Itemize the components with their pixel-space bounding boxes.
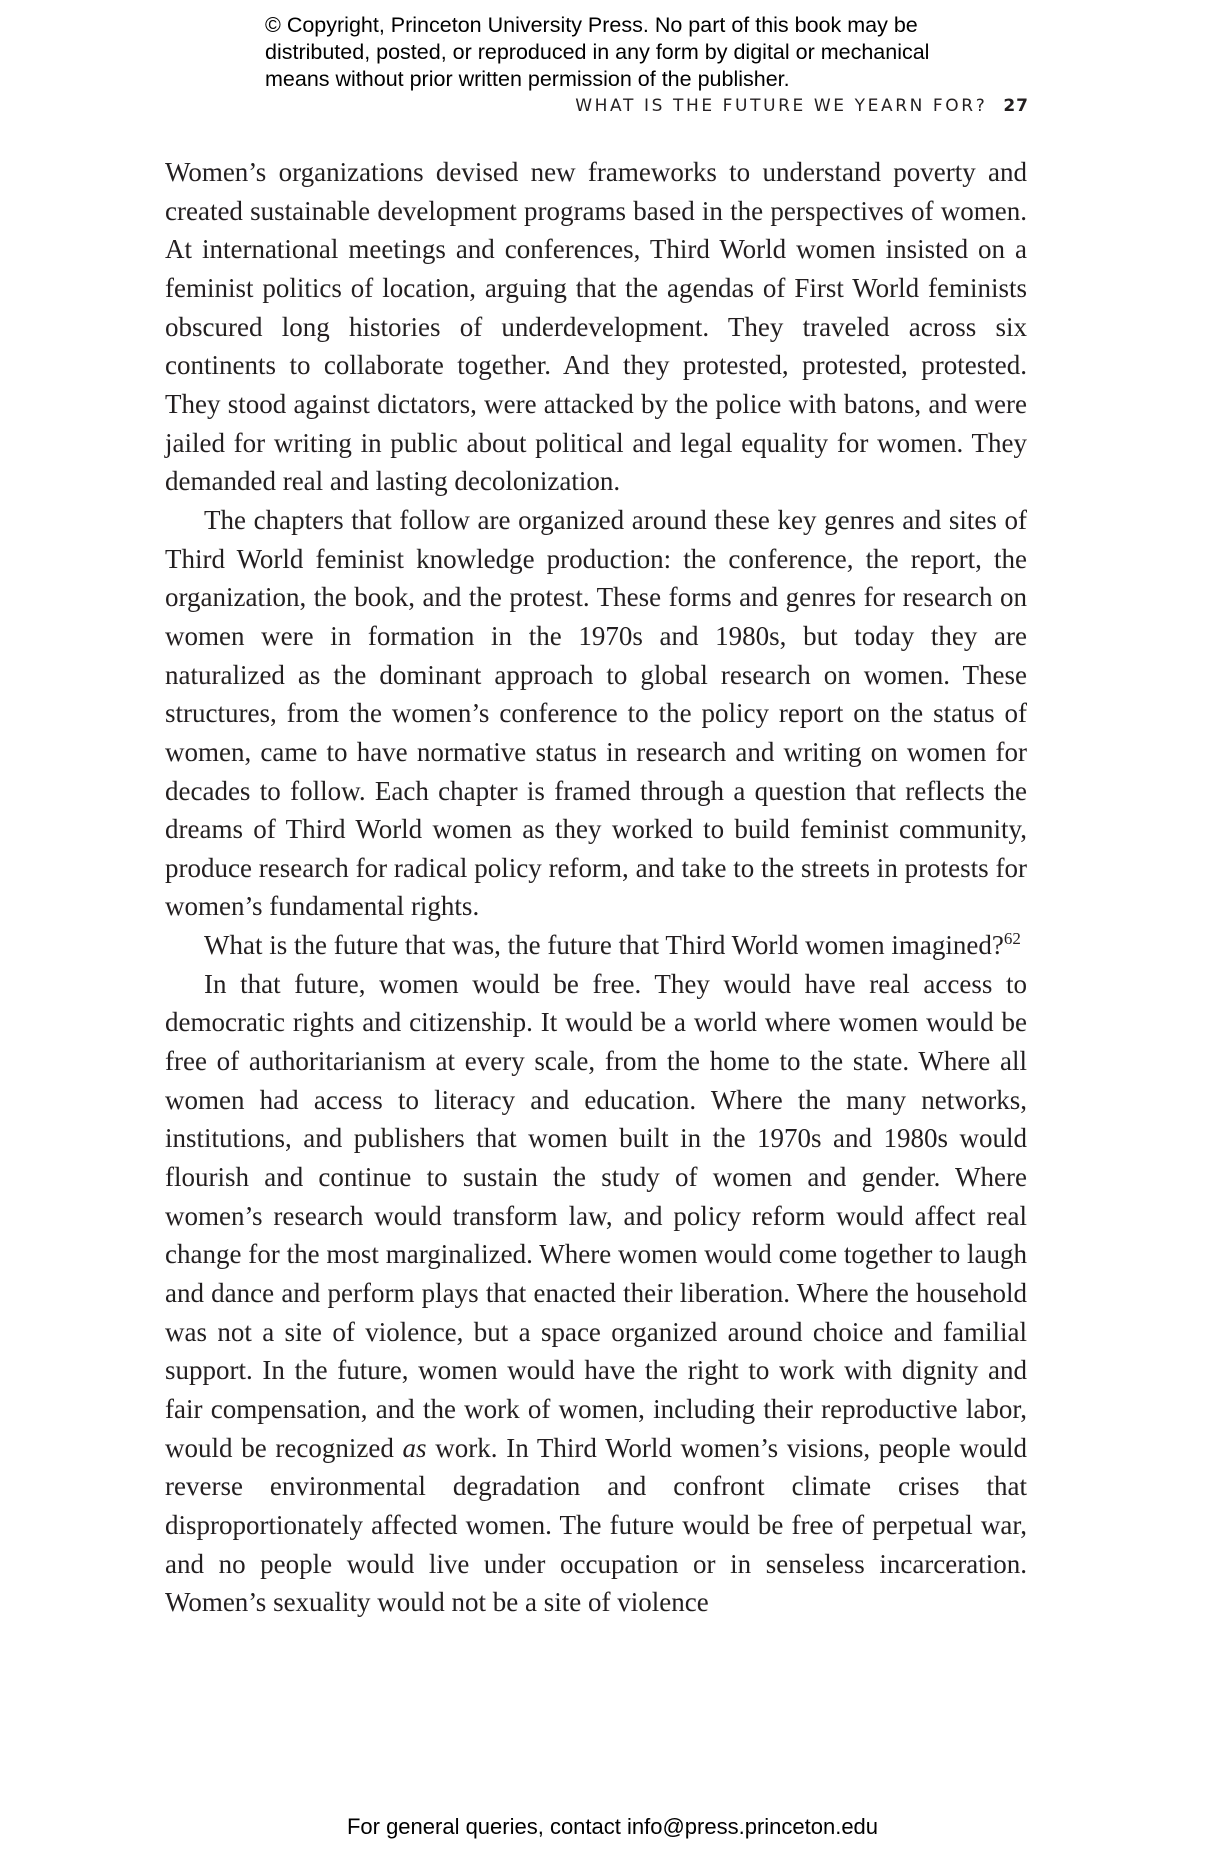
chapter-title: WHAT IS THE FUTURE WE YEARN FOR? [575, 96, 988, 116]
footer-contact: For general queries, contact info@press.princeton.edu [346, 1814, 879, 1839]
body-text [165, 153, 1027, 1622]
page-number: 27 [1003, 96, 1029, 116]
copyright-line-2: distributed, posted, or reproduced in any form by digital or mechanical [265, 40, 930, 64]
copyright-line-3: means without prior written permission of the publisher. [265, 67, 790, 91]
endnote-marker[interactable]: 62 [1003, 929, 1021, 949]
paragraph-4-italic: as [402, 1432, 427, 1463]
paragraph-2: The chapters that follow are organized around these key genres and sites of Third World feminist knowledge production: the conference, the report, the organization, the book, and the protest. These forms and genres for research on women were in formation in the 1970s and 1980s, but today they are naturalized as the dominant approach to global research on women. These structures, from the women’s conference to the policy report on the status of women, came to have normative status in research and writing on women for decades to follow. Each chapter is framed through a question that reflects the dreams of Third World women as they worked to build feminist community, produce research for radical policy reform, and take to the streets in protests for women’s fundamental rights. [165, 504, 1027, 922]
paragraph-4-text-end: work. In Third World women’s visions, people would reverse environmental degradation and confront climate crises that disproportionately affected women. The future would be free of perpetual war, and no people would live under occupation or in senseless incarceration. Women’s sexuality would not be a site of violence [165, 1432, 1027, 1618]
copyright-line-1: © Copyright, Princeton University Press. No part of this book may be [265, 13, 918, 37]
paragraph-4-text-start: In that future, women would be free. They would have real access to democratic rights and citizenship. It would be a world where women would be free of authoritarianism at every scale, from the home to the state. Where all women had access to literacy and education. Where the many networks, institutions, and publishers that women built in the 1970s and 1980s would flourish and continue to sustain the study of women and gender. Where women’s research would transform law, and policy reform would affect real change for the most marginalized. Where women would come together to laugh and dance and perform plays that enacted their liberation. Where the household was not a site of violence, but a space organized around choice and familial support. In the future, women would have the right to work with dignity and fair compensation, and the work of women, including their reproductive labor, would be recognized [165, 968, 1027, 1463]
running-head [575, 96, 1029, 116]
paragraph-3-text: What is the future that was, the future that Third World women imagined? [204, 930, 1004, 961]
copyright-notice [265, 12, 985, 93]
paragraph-3 [165, 926, 1027, 965]
paragraph-1: Women’s organizations devised new frameworks to understand poverty and created sustainable development programs based in the perspectives of women. At international meetings and conferences, Third World women insisted on a feminist politics of location, arguing that the agendas of First World feminists obscured long histories of underdevelopment. They traveled across six continents to collaborate together. And they protested, protested, protested. They stood against dictators, were attacked by the police with batons, and were jailed for writing in public about political and legal equality for women. They demanded real and lasting decolonization. [165, 157, 1027, 497]
paragraph-4 [165, 965, 1027, 1622]
